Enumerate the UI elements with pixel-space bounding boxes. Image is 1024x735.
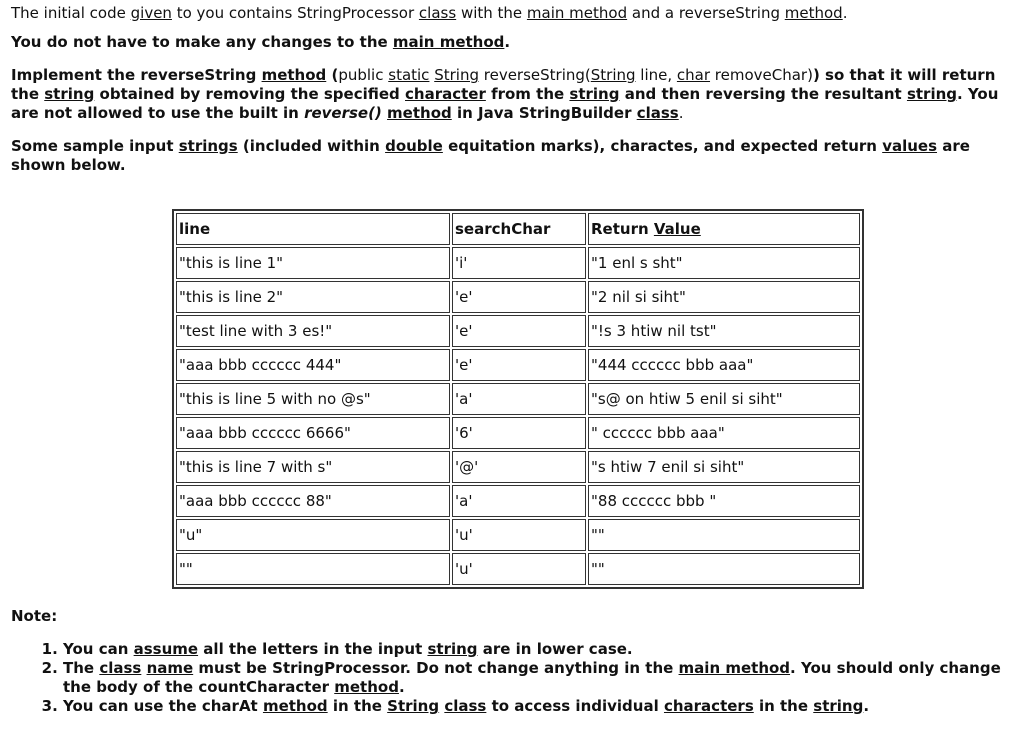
cell-line: "aaa bbb cccccc 444" — [176, 349, 450, 381]
text-run — [679, 659, 791, 677]
text-run — [385, 137, 443, 155]
text-run: must be StringProcessor. Do not change anything in the — [193, 659, 679, 677]
text-run: in Java StringBuilder — [451, 104, 637, 122]
text-run: The — [63, 659, 100, 677]
text-run — [134, 640, 198, 658]
linked-term: string — [813, 697, 864, 715]
cell-search-char: 'e' — [452, 315, 586, 347]
text-run — [131, 4, 172, 22]
text-run: . — [678, 104, 684, 122]
linked-term: main method — [678, 659, 791, 677]
sample-intro — [11, 137, 1014, 175]
text-run: . — [842, 4, 848, 22]
linked-term: static — [388, 66, 430, 84]
cell-line: "u" — [176, 519, 450, 551]
cell-line: "this is line 5 with no @s" — [176, 383, 450, 415]
linked-term: string — [906, 85, 958, 103]
note-item — [63, 640, 1014, 659]
intro-paragraph — [11, 4, 1014, 23]
linked-term: assume — [133, 640, 199, 658]
linked-term: double — [385, 137, 443, 155]
linked-term: character — [405, 85, 486, 103]
cell-return-value: " cccccc bbb aaa" — [588, 417, 860, 449]
cell-return-value: "" — [588, 519, 860, 551]
text-run: ( — [326, 66, 339, 84]
text-run: reverseString( — [478, 66, 591, 84]
text-run: and a reverseString — [627, 4, 785, 22]
text-run — [907, 85, 957, 103]
text-run: public — [338, 66, 389, 84]
linked-term: string — [427, 640, 478, 658]
linked-term: given — [130, 4, 172, 22]
note-title: Note: — [11, 607, 58, 625]
text-run: line, — [635, 66, 677, 84]
linked-term: strings — [178, 137, 238, 155]
text-run: all the letters in the input — [198, 640, 428, 658]
text-run: The initial code — [11, 4, 131, 22]
header-search-char: searchChar — [452, 213, 586, 245]
cell-return-value: "2 nil si siht" — [588, 281, 860, 313]
text-run — [813, 697, 863, 715]
text-run: (included within — [237, 137, 386, 155]
text-run — [263, 697, 328, 715]
text-run — [434, 66, 479, 84]
text-run: . You should only change the body of the countCharacter — [63, 659, 1001, 696]
header-return-value — [588, 213, 860, 245]
text-run — [334, 678, 399, 696]
linked-term: char — [676, 66, 711, 84]
cell-search-char: 'a' — [452, 485, 586, 517]
table-row — [176, 281, 860, 313]
linked-term: method — [784, 4, 843, 22]
cell-search-char: 'a' — [452, 383, 586, 415]
cell-search-char: 'u' — [452, 553, 586, 585]
text-run: Some sample input — [11, 137, 179, 155]
text-run: Implement the reverseString — [11, 66, 262, 84]
text-run: You can use the charAt — [63, 697, 263, 715]
text-run — [882, 137, 937, 155]
text-run: removeChar) — [710, 66, 813, 84]
text-run: ) so that it will return the — [11, 66, 996, 103]
cell-line: "test line with 3 es!" — [176, 315, 450, 347]
text-run: and then reversing the resultant — [619, 85, 907, 103]
cell-search-char: 'e' — [452, 281, 586, 313]
table-row — [176, 349, 860, 381]
text-run — [387, 104, 452, 122]
text-run: with the — [456, 4, 527, 22]
text-run: reverse() — [304, 104, 382, 122]
text-run — [388, 66, 429, 84]
linked-term: String — [434, 66, 479, 84]
note-item — [63, 697, 1014, 716]
text-run: You do not have to make any changes to the — [11, 33, 393, 51]
text-run — [99, 659, 141, 677]
table-row — [176, 247, 860, 279]
text-run: . — [398, 678, 405, 696]
table-row — [176, 519, 860, 551]
text-run — [444, 697, 486, 715]
text-run: to access individual — [486, 697, 664, 715]
cell-search-char: '6' — [452, 417, 586, 449]
linked-term: main method — [392, 33, 505, 51]
table-row — [176, 417, 860, 449]
text-run: are in lower case. — [477, 640, 633, 658]
linked-term: values — [882, 137, 938, 155]
text-run: in the — [753, 697, 814, 715]
cell-return-value: "s@ on htiw 5 enil si siht" — [588, 383, 860, 415]
linked-term: string — [569, 85, 620, 103]
cell-return-value: "88 cccccc bbb " — [588, 485, 860, 517]
linked-term: method — [334, 678, 399, 696]
text-run — [527, 4, 627, 22]
linked-term: class — [99, 659, 142, 677]
text-run: . — [504, 33, 511, 51]
linked-term: name — [146, 659, 194, 677]
text-run — [44, 85, 94, 103]
text-run — [427, 640, 477, 658]
sample-table — [172, 209, 864, 589]
note-list — [11, 640, 1014, 716]
text-run — [591, 66, 636, 84]
text-run: to you contains StringProcessor — [171, 4, 419, 22]
linked-term: class — [418, 4, 457, 22]
text-run: . You are not allowed to use the built in — [11, 85, 999, 122]
cell-return-value: "1 enl s sht" — [588, 247, 860, 279]
text-run — [419, 4, 456, 22]
cell-search-char: '@' — [452, 451, 586, 483]
table-row — [176, 485, 860, 517]
cell-search-char: 'u' — [452, 519, 586, 551]
text-run: in the — [327, 697, 388, 715]
linked-term: method — [261, 66, 327, 84]
text-run — [405, 85, 486, 103]
linked-term: method — [262, 697, 328, 715]
text-run — [147, 659, 194, 677]
cell-search-char: 'e' — [452, 349, 586, 381]
linked-term: string — [44, 85, 95, 103]
linked-term: class — [636, 104, 679, 122]
cell-line: "" — [176, 553, 450, 585]
cell-line: "aaa bbb cccccc 6666" — [176, 417, 450, 449]
text-run — [393, 33, 505, 51]
linked-term: String — [590, 66, 636, 84]
text-run — [664, 697, 754, 715]
cell-return-value: "" — [588, 553, 860, 585]
table-header-row — [176, 213, 860, 245]
linked-term: String — [387, 697, 440, 715]
implementation-instructions — [11, 66, 1014, 123]
linked-term: characters — [663, 697, 754, 715]
linked-term: class — [444, 697, 487, 715]
text-run — [677, 66, 710, 84]
cell-return-value: "s htiw 7 enil si siht" — [588, 451, 860, 483]
linked-term: Value — [653, 219, 701, 238]
table-row — [176, 451, 860, 483]
note-item — [63, 659, 1014, 697]
text-run: You can — [63, 640, 134, 658]
linked-term: method — [387, 104, 452, 122]
text-run: obtained by removing the specified — [94, 85, 405, 103]
header-return-value-text: Return Value — [591, 219, 701, 238]
cell-line: "this is line 7 with s" — [176, 451, 450, 483]
text-run — [785, 4, 843, 22]
text-run — [387, 697, 439, 715]
cell-line: "aaa bbb cccccc 88" — [176, 485, 450, 517]
text-run — [262, 66, 327, 84]
cell-line: "this is line 2" — [176, 281, 450, 313]
table-row — [176, 553, 860, 585]
text-run — [179, 137, 238, 155]
table-body — [176, 247, 860, 585]
main-method-note — [11, 33, 1014, 52]
text-run — [637, 104, 679, 122]
table-row — [176, 315, 860, 347]
text-run: equitation marks), charactes, and expected return — [442, 137, 883, 155]
cell-return-value: "!s 3 htiw nil tst" — [588, 315, 860, 347]
text-run — [569, 85, 619, 103]
cell-return-value: "444 cccccc bbb aaa" — [588, 349, 860, 381]
cell-search-char: 'i' — [452, 247, 586, 279]
text-run: are shown below. — [11, 137, 970, 174]
text-run: . — [863, 697, 870, 715]
cell-line: "this is line 1" — [176, 247, 450, 279]
text-run: from the — [485, 85, 570, 103]
header-line: line — [176, 213, 450, 245]
linked-term: main method — [526, 4, 628, 22]
table-row — [176, 383, 860, 415]
